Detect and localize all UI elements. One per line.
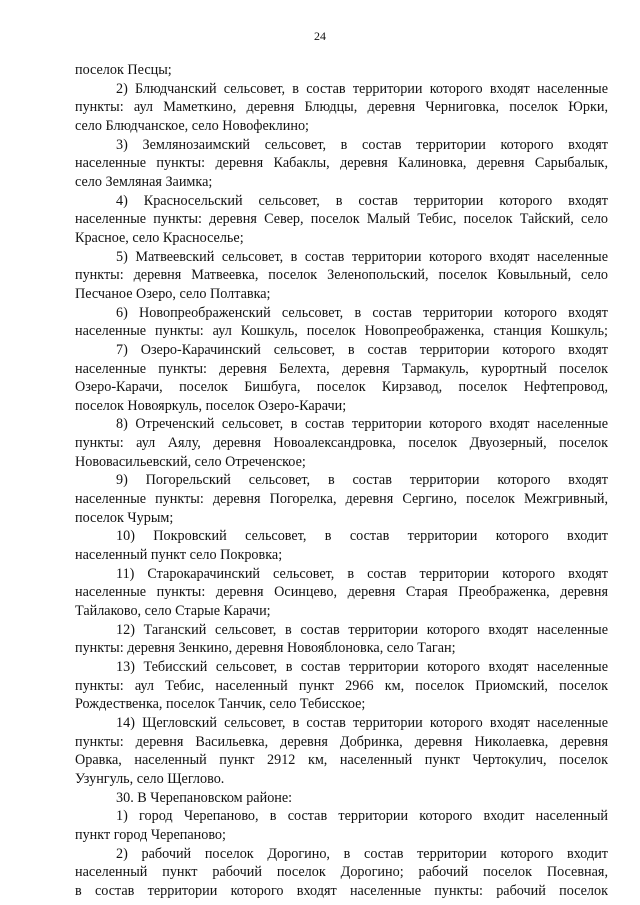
text-line: село Блюдчанское, село Новофеклино;	[75, 117, 309, 134]
text-line: 14) Щегловский сельсовет, в состав территории которого входят населенные	[116, 714, 608, 731]
text-line: пункты: аул Аялу, деревня Новоалександровка, поселок Двуозерный, поселок	[75, 435, 608, 452]
text-line: Озеро-Карачи, поселок Бишбуга, поселок Кирзавод, поселок Нефтепровод,	[75, 379, 608, 396]
text-line: 10) Покровский сельсовет, в состав территории которого входит	[116, 528, 608, 545]
text-line: Красное, село Красноселье;	[75, 229, 244, 246]
text-line: пункты: деревня Васильевка, деревня Добринка, деревня Николаевка, деревня	[75, 733, 608, 750]
text-line: 13) Тебисский сельсовет, в состав территории которого входят населенные	[116, 659, 608, 675]
text-line: пункт город Черепаново;	[75, 826, 226, 843]
text-line: 6) Новопреображенский сельсовет, в состав территории которого входят	[116, 304, 608, 321]
text-line: населенные пункты: деревня Север, поселок Малый Тебис, поселок Тайский, село	[75, 211, 608, 228]
text-line: 3) Землянозаимский сельсовет, в состав территории которого входят	[116, 136, 608, 153]
text-line: Рождественка, поселок Танчик, село Тебисское;	[75, 696, 366, 713]
text-line: населенные пункты: аул Кошкуль, поселок Новопреображенка, станция Кошкуль;	[75, 323, 608, 340]
text-line: в состав территории которого входят населенные пункты: рабочий поселок	[75, 882, 608, 899]
text-line: пункты: деревня Матвеевка, поселок Зеленопольский, поселок Ковыльный, село	[75, 267, 608, 284]
text-line: 5) Матвеевский сельсовет, в состав территории которого входят населенные	[116, 248, 608, 265]
text-line: Нововасильевский, село Отреченское;	[75, 453, 306, 470]
text-line: 1) город Черепаново, в состав территории которого входит населенный	[116, 808, 608, 825]
text-line: 30. В Черепановском районе:	[116, 789, 293, 806]
text-line: 7) Озеро-Карачинский сельсовет, в состав территории которого входят	[116, 341, 608, 358]
page-number: 24	[314, 29, 326, 43]
text-line: Узунгуль, село Щеглово.	[75, 770, 225, 787]
text-line: поселок Песцы;	[75, 62, 172, 78]
text-line: населенный пункт рабочий поселок Дорогино; рабочий поселок Посевная,	[75, 864, 608, 881]
text-line: 4) Красносельский сельсовет, в состав территории которого входят	[116, 192, 608, 209]
text-line: 2) Блюдчанский сельсовет, в состав территории которого входят населенные	[116, 80, 608, 97]
text-line: 11) Старокарачинский сельсовет, в состав территории которого входят	[116, 565, 608, 582]
text-line: населенные пункты: деревня Погорелка, деревня Сергино, поселок Межгривный,	[75, 491, 608, 508]
text-line: поселок Новояркуль, поселок Озеро-Карачи;	[75, 397, 347, 414]
text-line: населенный пункт село Покровка;	[75, 547, 283, 564]
text-line: пункты: аул Тебис, населенный пункт 2966 км, поселок Приомский, поселок	[75, 677, 608, 694]
text-line: пункты: аул Маметкино, деревня Блюдцы, деревня Черниговка, поселок Юрки,	[75, 99, 608, 116]
text-line: населенные пункты: деревня Осинцево, деревня Старая Преображенка, деревня	[75, 584, 608, 601]
text-line: Оравка, населенный пункт 2912 км, населенный пункт Чертокулич, поселок	[75, 752, 608, 769]
text-line: населенные пункты: деревня Белехта, деревня Тармакуль, курортный поселок	[75, 360, 608, 377]
document-body	[75, 61, 608, 901]
text-line: село Земляная Заимка;	[75, 173, 213, 190]
text-line: 8) Отреченский сельсовет, в состав территории которого входят населенные	[116, 416, 608, 433]
text-line: Тайлаково, село Старые Карачи;	[75, 603, 271, 620]
text-line: 12) Таганский сельсовет, в состав территории которого входят населенные	[116, 621, 608, 638]
text-line: 2) рабочий поселок Дорогино, в состав территории которого входит	[116, 845, 608, 862]
text-line: поселок Чурым;	[75, 509, 174, 526]
text-line: пункты: деревня Зенкино, деревня Новояблоновка, село Таган;	[75, 640, 456, 657]
text-line: Песчаное Озеро, село Полтавка;	[75, 285, 271, 302]
text-line: 9) Погорельский сельсовет, в состав территории которого входят	[116, 472, 608, 489]
text-line: населенные пункты: деревня Кабаклы, деревня Калиновка, деревня Сарыбалык,	[75, 155, 608, 172]
